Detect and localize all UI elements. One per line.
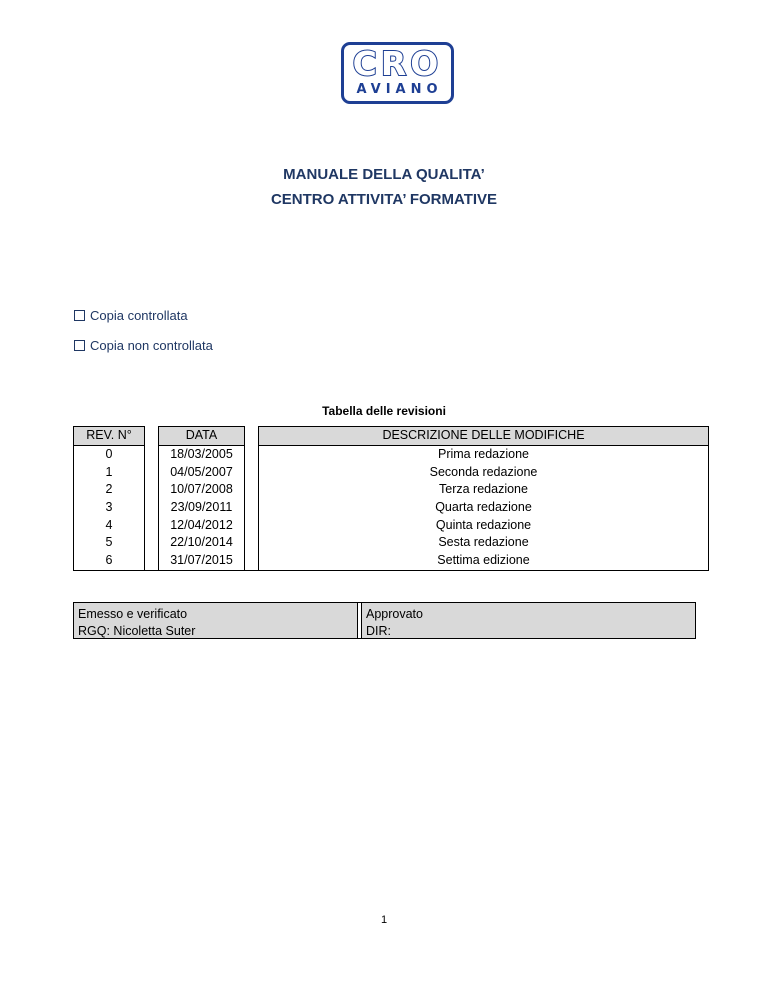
page-number: 1 [380,914,388,926]
rev-description: Quarta redazione [259,499,709,517]
header-rev: REV. N° [74,427,145,446]
table-header-row [74,427,709,446]
signoff-approved-by: DIR: [366,624,391,638]
table-row [74,481,709,499]
rev-number: 3 [74,499,145,517]
header-description: DESCRIZIONE DELLE MODIFICHE [259,427,709,446]
signoff-issued-label: Emesso e verificato [78,607,188,621]
logo-main-text: CRO [352,44,443,83]
rev-date: 04/05/2007 [159,463,245,481]
copy-uncontrolled-option[interactable] [74,338,213,353]
rev-description: Terza redazione [259,481,709,499]
signoff-issued-by: RGQ: Nicoletta Suter [78,624,196,638]
rev-date: 12/04/2012 [159,516,245,534]
rev-number: 2 [74,481,145,499]
table-row [74,463,709,481]
rev-date: 22/10/2014 [159,534,245,552]
revisions-table-caption: Tabella delle revisioni [322,404,446,418]
rev-number: 1 [74,463,145,481]
table-row [74,552,709,570]
rev-description: Prima redazione [259,445,709,463]
copy-uncontrolled-label: Copia non controllata [90,338,213,353]
rev-number: 0 [74,445,145,463]
checkbox-icon[interactable] [74,310,85,321]
rev-number: 6 [74,552,145,570]
signoff-issued-cell [74,603,358,638]
signoff-table [73,602,696,639]
rev-date: 18/03/2005 [159,445,245,463]
logo-sub-text: AVIANO [356,82,443,97]
table-row [74,499,709,517]
rev-number: 5 [74,534,145,552]
signoff-approved-label: Approvato [366,607,423,621]
rev-description: Settima edizione [259,552,709,570]
table-row [74,516,709,534]
rev-date: 23/09/2011 [159,499,245,517]
signoff-approved-cell [362,603,695,638]
revisions-table [73,426,709,571]
rev-description: Sesta redazione [259,534,709,552]
cro-aviano-logo [341,42,454,104]
rev-date: 31/07/2015 [159,552,245,570]
table-row [74,445,709,463]
rev-description: Quinta redazione [259,516,709,534]
document-title-line1: MANUALE DELLA QUALITA’ [283,166,485,183]
rev-description: Seconda redazione [259,463,709,481]
copy-controlled-option[interactable] [74,308,188,323]
table-row [74,534,709,552]
rev-number: 4 [74,516,145,534]
checkbox-icon[interactable] [74,340,85,351]
copy-controlled-label: Copia controllata [90,308,188,323]
rev-date: 10/07/2008 [159,481,245,499]
document-title-line2: CENTRO ATTIVITA’ FORMATIVE [270,191,498,208]
header-date: DATA [159,427,245,446]
